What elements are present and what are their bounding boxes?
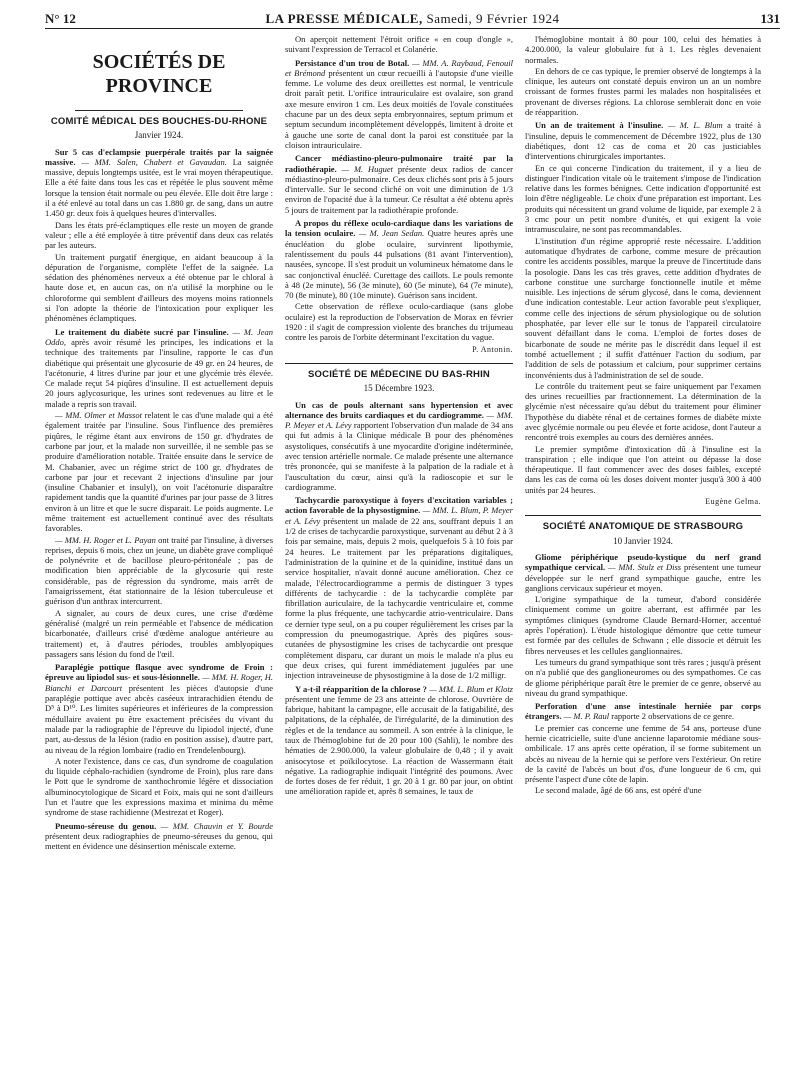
- article-paragraph: Cette observation de réflexe oculo-cardiaque (sans globe oculaire) est la reproduction de l'observation de Morax en février 1920 : il s'agit de compression violente des branches du trijumeau contre les parois de l'orbite déterminant l'excitation du vague.: [285, 301, 513, 343]
- article-paragraph: Sur 5 cas d'eclampsie puerpérale traités par la saignée massive. — MM. Salen, Chabert et Gavaudan. La saignée massive, depuis longtemps usitée, est le vrai moyen thérapeutique. Elle a été faite dans tous les cas et répétée le plus souvent même lorsque la tension était normale ou peu élevée. Elle doit être large : il a été enlevé au total dans un cas 1.880 gr. de sang, dans un autre 1.450 gr. deux fois à quelques heures d'intervalles.: [45, 146, 273, 219]
- page-header: [45, 10, 780, 29]
- issue-number: N° 12: [45, 11, 76, 26]
- section-date: 10 Janvier 1924.: [613, 535, 673, 546]
- section-date: Janvier 1924.: [134, 130, 184, 141]
- article-paragraph: Perforation d'une anse intestinale herniée par corps étrangers. — M. P. Raul rapporte 2 observations de ce genre.: [525, 701, 761, 722]
- article-paragraph: Pneumo-séreuse du genou. — MM. Chauvin et Y. Bourde présentent deux radiographies de pneumo-séreuses du genou, qui mettent en évidence une désinsertion méniscale externe.: [45, 820, 273, 852]
- article-paragraph: A propos du réflexe oculo-cardiaque dans les variations de la tension oculaire. — M. Jean Sedan. Quatre heures après une énucléation du globe oculaire, survinrent lipothymie, ralentissement du pouls 44 pulsations (81 avant l'intervention), nausées, syncope. Il s'est produit un volumineux hématome dans le sac conjonctival énucléé. Curettage des caillots. Le pouls remonte à 48 (2e minute), 56 (3e minute), 60 (5e minute), 64 (7e minute), 70 (8e minute), 80 (10e minute). Guérison sans incident.: [285, 218, 513, 301]
- section-title: COMITÉ MÉDICAL DES BOUCHES-DU-RHONE: [50, 116, 268, 127]
- section-title: SOCIÉTÉ ANATOMIQUE DE STRASBOURG: [542, 521, 744, 533]
- article-paragraph: Cancer médiastino-pleuro-pulmonaire traité par la radiothérapie. — M. Huguet présente deux radios de cancer médiastino-pleuro-pulmonaire. Ces deux clichés sont pris à 5 jours d'intervalle. Sur le second cliché on voit une diminution de 1/3 environ de l'opacité due à la tumeur. Ce résultat a été obtenu après 5 jours de traitement par la radiothérapie profonde.: [285, 153, 513, 215]
- article-paragraph: L'origine sympathique de la tumeur, d'abord considérée cliniquement comme un goitre aberrant, est affirmée par les symptômes cliniques (syndrome Claude Bernard-Horner, accentué après l'opération). L'étude histologique démontre que cette tumeur est formée par des cellules de Schwann ; elle dissocie et détruit les fibres nerveuses et les cellules ganglionnaires.: [525, 594, 761, 656]
- article-paragraph: Le second malade, âgé de 66 ans, est opéré d'une: [535, 785, 702, 796]
- article-paragraph: Le contrôle du traitement peut se faire uniquement par l'examen des urines recueillies par fractionnement. La détermination de la glycémie n'est nécessaire qu'au début du traitement pour éliminer l'hypothèse du diabète rénal et de certaines formes de diabète mixte avec glycémie normale ou peu élevée et forte acidose, dont l'auteur a rencontré trois exemples au cours des dernières années.: [525, 380, 761, 443]
- article-paragraph: Paraplégie pottique flasque avec syndrome de Froin : épreuve au lipiodol sus- et sous-lésionnelle. — MM. H. Roger, H. Bianchi et Darcourt présentent les pièces d'autopsie d'une paraplégie pottique avec abcès caséeux intrarachidien étendu de D⁵ à D¹⁰. Les limites supérieures et inférieures de la compression médullaire avaient pu être exactement précisées du vivant du malade par la radiographie de l'épreuve du lipiodol injecté, d'une part, au-dessus de la lésion (radio en position assise), d'autre part, au niveau de la région lombaire (radio en Trendelenbourg).: [45, 662, 273, 755]
- column-1: [45, 34, 273, 1078]
- society-heading: SOCIÉTÉS DE PROVINCE: [92, 51, 226, 97]
- article-paragraph: Dans les états pré-éclamptiques elle reste un moyen de grande valeur ; elle a été employée à titre préventif dans deux cas relatés par les auteurs.: [45, 219, 273, 251]
- signature: Eugène Gelma.: [705, 497, 761, 507]
- newspaper-page: [45, 10, 780, 1078]
- article-paragraph: Un an de traitement à l'insuline. — M. L. Blum a traité à l'insuline, depuis le commencement de Décembre 1922, plus de 130 diabétiques, dont 12 cas de coma et 20 cas justiciables d'interventions chirurgicales importantes.: [525, 120, 761, 162]
- signature: P. Antonin.: [472, 344, 513, 354]
- article-paragraph: Les tumeurs du grand sympathique sont très rares ; jusqu'à présent on n'a publié que des ganglioneuromes ou des sympathomes. Ce cas de gliome périphérique paraît être le premier de ce genre, observé au niveau du grand sympathique.: [525, 656, 761, 698]
- article-paragraph: Un cas de pouls alternant sans hypertension et avec alternance des bruits cardiaques et du cardiogramme. — MM. P. Meyer et A. Lévy rapportent l'observation d'un malade de 34 ans qui fut admis à la Clinique médicale B pour des phénomènes asystoliques, consécutifs à une myocardite d'origine indéterminée, avec tension artérielle normale. Ce malade présente une alternance très prononcée, qui se manifeste à la palpation de la radiale et à l'auscultation du cœur, ainsi qu'à la radioscopie et sur le cardiogramme.: [285, 399, 513, 492]
- columns: [45, 34, 780, 1078]
- section-title: SOCIÉTÉ DE MÉDECINE DU BAS-RHIN: [308, 368, 490, 380]
- article-paragraph: Le premier cas concerne une femme de 54 ans, porteuse d'une hernie cicatricielle, suite d'une ancienne laparotomie médiane sous-ombilicale. 17 ans après cette opération, il se forme subitement un abcès au niveau de la hernie qui se perfore vers l'extérieur. On retire de la cavité de l'abcès un bout d'os, d'une longueur de 6 cm, qui présente l'aspect d'une côte de lapin.: [525, 722, 761, 785]
- article-paragraph: A noter l'existence, dans ce cas, d'un syndrome de coagulation du liquide céphalo-rachidien (syndrome de Froin), plus rare dans le Pott que le syndrome de xanthochromie légère et dissociation albuminocytologique de Sicard et Foix, mais qui ne sont d'ailleurs l'un et l'autre que les expressions maxima et minima du même syndrome de stase rachidienne (Mestrezat et Roger).: [45, 755, 273, 818]
- section-date: 15 Décembre 1923.: [363, 383, 435, 394]
- divider: [285, 363, 513, 364]
- article-paragraph: Le traitement du diabète sucré par l'insuline. — M. Jean Oddo, après avoir résumé les principes, les indications et la technique des traitements par l'insuline, rapporte le cas d'un diabétique qui présentait une glycosurie de 49 gr. en 24 heures, de l'acétonurie, 4 litres d'urine par jour et une glycémie très élevée. Ce malade reçut 54 piqûres d'insuline. Il est actuellement depuis 20 jours aglycosurique, les urines sont redevenues au litre et le malade a repris son travail.: [45, 326, 273, 409]
- article-paragraph: A signaler, au cours de deux cures, une crise d'œdème généralisé (malgré un rein perméable et l'absence de médication bicarbonatée, d'ailleurs crisé d'œdème analogue antérieure au traitement) et, à d'autres périodes, troubles amblyopiques passagers sans lésion du fond de l'œil.: [45, 607, 273, 659]
- article-paragraph: En ce qui concerne l'indication du traitement, il y a lieu de distinguer l'indication vitale où le traitement s'impose de l'indication relative dans les formes bénignes. Cette indication d'opportunité est loin d'être négligeable. Le choix d'une préparation est important. Les produits qui nécessitent un grand volume de liquide, par exemple 2 à 3 cmc pour un petit nombre d'unités, et qui exigent la voie intramusculaire, ne sont pas recommandables.: [525, 162, 761, 235]
- page-number: 131: [760, 11, 780, 26]
- article-paragraph: — MM. H. Roger et L. Payan ont traité par l'insuline, à diverses reprises, depuis 6 mois, chez un jeune, un diabète grave compliqué de polynévrite et de bacillose pleuro-péritonéale ; pas de modification bien appréciable de la glycosurie qui reste considérable, pas de régression du syndrome, mais arrêt de l'amaigrissement, état stationnaire de la lésion tuberculeuse et guérison d'un anthrax intercurrent.: [45, 534, 273, 607]
- article-paragraph: Gliome périphérique pseudo-kystique du nerf grand sympathique cervical. — MM. Stulz et Diss présentent une tumeur développée sur le nerf grand sympathique gauche, entre les ganglions cervicaux supérieur et moyen.: [525, 551, 761, 593]
- divider: [525, 515, 761, 516]
- article-paragraph: Tachycardie paroxystique à foyers d'excitation variables ; action favorable de la physostigmine. — MM. L. Blum, P. Meyer et A. Lévy présentent un malade de 22 ans, souffrant depuis 1 an 1/2 de crises de tachycardie paroxystique, survenant au début 2 à 3 fois par semaine, mais, depuis 2 mois, quelquefois 5 à 10 fois par 24 heures. Le traitement par les préparations digitaliques, l'administration de la quinine et de la quinidine, institué dans un service hospitalier, n'avait donné aucune amélioration. Chez ce malade, l'électrocardiogramme a permis de distinguer 3 types différents de tachycardie : de la tachycardie complète par fibrillation auriculaire, de la tachycardie ventriculaire et, comme forme la plus fréquente, une tachycardie atrio-ventriculaire. Dans ce dernier type seul, on a pu couper régulièrement les crises par la compression du pneumogastrique. Après des piqûres sous-cutanées de physostigmine les crises de tachycardie ont presque complètement disparu, car durant un mois le malade n'a plus eu que deux crises, qui furent immédiatement jugulées par une injection intraveineuse de physostigmine à la dose de 1/2 milligr.: [285, 495, 513, 681]
- article-paragraph: Un traitement purgatif énergique, en aidant beaucoup à la dépuration de l'organisme, complète l'effet de la saignée. La sédation des phénomènes nerveux a été obtenue par le chloral à haute dose et, en aucun cas, on n'a utilisé la morphine ou le chloroforme qui semblent d'ailleurs des moyens moins rationnels si l'on adopte la théorie de l'intoxication pour expliquer les phénomènes éclamptiques.: [45, 251, 273, 324]
- article-paragraph: Persistance d'un trou de Botal. — MM. A. Raybaud, Fenouil et Brémond présentent un cœur recueilli à l'autopsie d'une vieille femme. Le volume des deux oreillettes est normal, le ventricule droit paraît petit. L'orifice intrauriculaire est ovalaire, son grand axe mesure environ 1 cm. Les deux moitiés de l'ovale constituées chacune par un des deux septa embryonnaires, septum primum et septum secundum incomplètement développés, limitent à droite et à gauche une sorte de canal dont la paroi est constituée par la cloison intrauriculaire.: [285, 57, 513, 150]
- article-paragraph: En dehors de ce cas typique, le premier observé de longtemps à la clinique, les auteurs ont constaté depuis environ un an un nombre croissant de formes frustes parmi les malades non hospitalisées et provenant de diverses régions. La chlorose semblerait donc en voie de réapparition.: [525, 65, 761, 118]
- article-paragraph: L'institution d'un régime approprié reste nécessaire. L'addition automatique d'hydrates de carbone, comme mesure de précaution contre les accidents possibles, marque la preuve de l'incertitude dans la posologie. Dans les cas très graves, cette addition d'hydrates de carbone constitue une surcharge fonctionnelle inutile et même nuisible. Les injections de sérum glycosé, dans le coma, deviennent d'une indication contestable. Leur action favorable peut s'expliquer, comme celle des injections de sérum physiologique ou de solution phosphatée, par lever elle sur le tonus de l'appareil circulatoire souvent défaillant dans le coma. L'emploi de fortes doses de bicarbonate de soude ne mérite pas le discrédit dans lequel il est tombé actuellement ; il suffit d'atténuer l'action du sodium, par l'addition de sels de potassium et calcium, pour supprimer certains inconvénients dus à l'administration de sel de soude.: [525, 235, 761, 380]
- divider: [75, 110, 243, 111]
- column-2: [285, 34, 513, 1078]
- issue-date: Samedi, 9 Février 1924: [426, 11, 560, 26]
- article-paragraph: Le premier symptôme d'intoxication dû à l'insuline est la transpiration ; elle indique que l'on atteint ou dépasse la dose thérapeutique. Il faut commencer avec des doses faibles, excepté dans les cas de coma où les doses doivent monter jusqu'à 300 à 400 unités par 24 heures.: [525, 443, 761, 495]
- article-paragraph: On aperçoit nettement l'étroit orifice « en coup d'ongle », suivant l'expression de Terracol et Colanérie.: [285, 34, 513, 55]
- column-3: [525, 34, 761, 1078]
- journal-title: LA PRESSE MÉDICALE, Samedi, 9 Février 1924: [265, 11, 560, 26]
- article-paragraph: l'hémoglobine montait à 80 pour 100, celui des hématies à 4.200.000, la valeur globulaire fut à 1. Les règles devenaient normales.: [525, 34, 761, 65]
- article-paragraph: Y a-t-il réapparition de la chlorose ? — MM. L. Blum et Klotz présentent une femme de 23 ans atteinte de chlorose. Ouvrière de fabrique, habitant la campagne, elle accusait de la fatigabilité, des palpitations, de la céphalée, de l'irrégularité, de la diminution des règles et de la tendance au sommeil. A son entrée à la clinique, le taux de l'hémoglobine fut de 20 pour 100 (Sahli), le nombre des hématies de 2.900.000, la valeur globulaire de 0,48 ; il y avait anisocytose et poïkilocytose. La réaction de Wassermann était négative. La radiographie indiquait l'intégrité des poumons. Avec de fortes doses de fer réduit, 1 gr. 20 à 1 gr. 80 par jour, on obtint une amélioration rapide et, après 8 semaines, le taux de: [285, 683, 513, 797]
- article-paragraph: — MM. Olmer et Massot relatent le cas d'une malade qui a été également traitée par l'insuline. Sous l'influence des premières piqûres, le régime étant aux environs de 150 gr. d'hydrates de carbone par jour, et la malade non surveillée, il ne semble pas se produire d'amélioration notable. Traitée ensuite dans le service de M. Chabanier, avec un régime strict de 100 gr. d'hydrates de carbone par jour et recevant 2 injections d'insuline par jour (insuline Chabanier et insulyl), on voit l'acétonurie disparaître rapidement tandis que la quantité d'urines par jour passe de 3 litres environ à un litre et que le sucre disparait. Le poids augmente. Le même traitement est actuellement continué avec des résultats favorables.: [45, 410, 273, 534]
